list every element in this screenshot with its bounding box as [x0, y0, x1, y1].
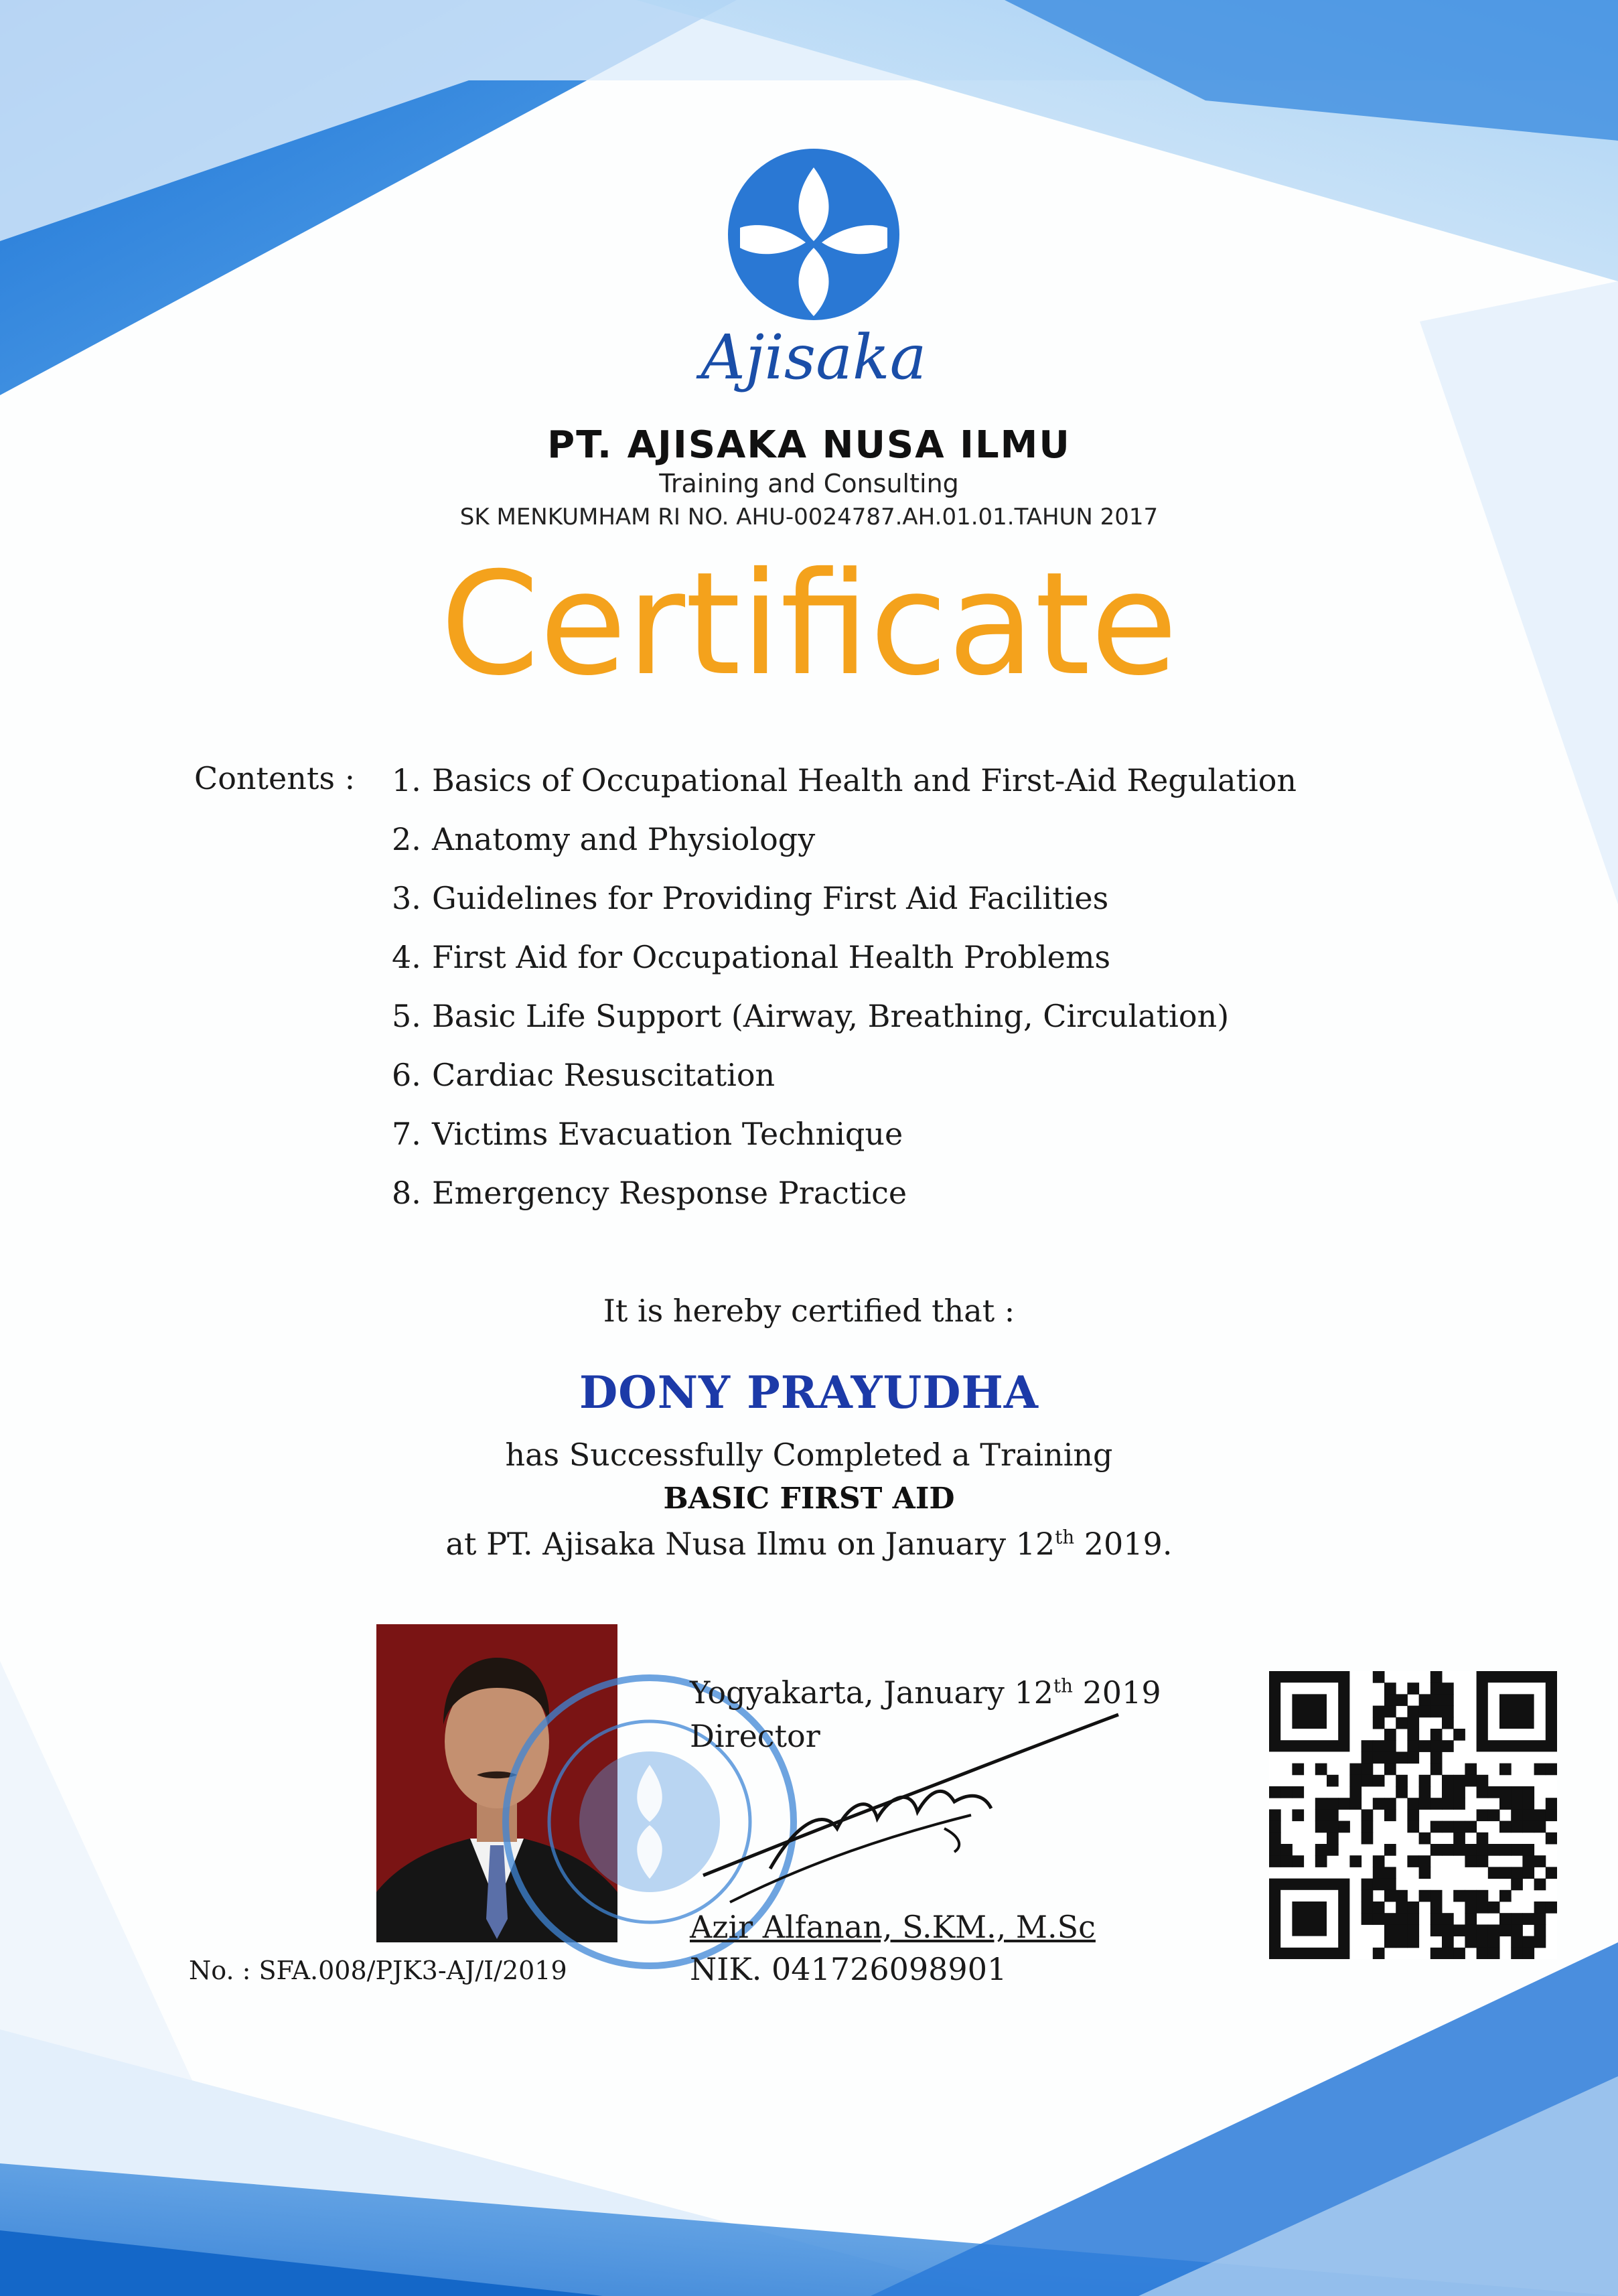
logo-wordmark: Ajisaka	[701, 321, 927, 393]
certificate-number: No. : SFA.008/PJK3-AJ/I/2019	[189, 1956, 567, 1985]
company-subtitle: Training and Consulting	[659, 469, 959, 498]
list-item: 2. Anatomy and Physiology	[392, 821, 816, 857]
signer-name: Azir Alfanan, S.KM., M.Sc	[690, 1909, 1096, 1945]
qr-finder-pattern	[1292, 1694, 1327, 1729]
hereby-statement: It is hereby certified that :	[603, 1293, 1015, 1329]
signer-position: Director	[690, 1718, 820, 1754]
qr-finder-pattern	[1499, 1694, 1534, 1729]
signer-nik: NIK. 041726098901	[690, 1951, 1007, 1987]
list-item: 8. Emergency Response Practice	[392, 1175, 907, 1211]
training-location-date: at PT. Ajisaka Nusa Ilmu on January 12th 2019.	[445, 1526, 1173, 1562]
certificate-title: Certificate	[440, 541, 1178, 707]
contents-label: Contents :	[194, 760, 356, 796]
list-item: 3. Guidelines for Providing First Aid Facilities	[392, 880, 1109, 916]
company-name: PT. AJISAKA NUSA ILMU	[547, 423, 1071, 467]
list-item: 5. Basic Life Support (Airway, Breathing, Circulation)	[392, 998, 1230, 1034]
completion-statement: has Successfully Completed a Training	[505, 1437, 1113, 1473]
list-item: 6. Cardiac Resuscitation	[392, 1057, 776, 1093]
ajisaka-logo	[686, 147, 941, 429]
qr-code	[1269, 1671, 1557, 1959]
recipient-name: DONY PRAYUDHA	[579, 1366, 1039, 1419]
license-number: SK MENKUMHAM RI NO. AHU-0024787.AH.01.01.TAHUN 2017	[459, 504, 1159, 530]
signing-place-date: Yogyakarta, January 12th 2019	[690, 1674, 1161, 1711]
training-name: BASIC FIRST AID	[663, 1482, 955, 1516]
list-item: 4. First Aid for Occupational Health Problems	[392, 939, 1111, 975]
qr-finder-pattern	[1292, 1902, 1327, 1936]
contents-list	[392, 760, 1297, 1232]
list-item: 7. Victims Evacuation Technique	[392, 1116, 903, 1152]
list-item: 1. Basics of Occupational Health and First-Aid Regulation	[392, 762, 1297, 798]
